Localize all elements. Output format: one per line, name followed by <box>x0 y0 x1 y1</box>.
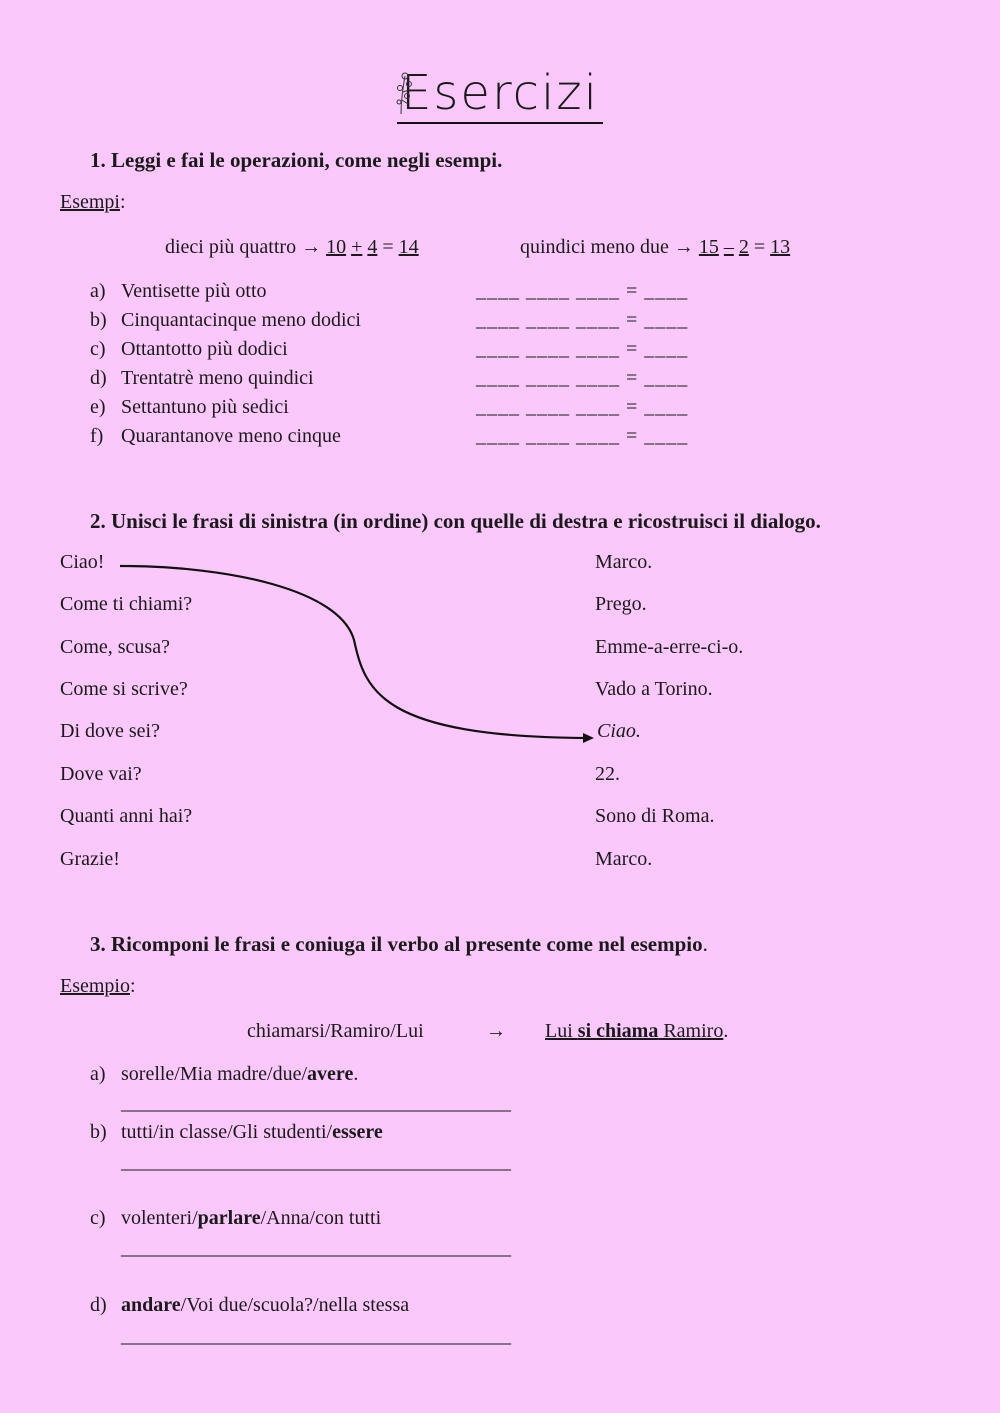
example-1-a: 10 <box>326 236 347 258</box>
answer-blank[interactable]: ____ ____ ____ = ____ <box>476 338 689 360</box>
left-phrase[interactable]: Come ti chiami? <box>60 593 193 615</box>
example-1-eq: = <box>382 236 394 258</box>
example-1-result: 14 <box>398 236 419 258</box>
arrow-right-icon: → <box>673 236 694 258</box>
item-prompt <box>121 1207 381 1230</box>
item-pre: tutti/in classe/Gli studenti/ <box>121 1121 333 1143</box>
item-text: Settantuno più sedici <box>121 396 289 418</box>
example-1-text: dieci più quattro <box>165 236 297 258</box>
arrow-head-icon <box>583 733 594 743</box>
item-text: Quarantanove meno cinque <box>121 425 341 447</box>
item-prompt <box>121 1121 383 1144</box>
arrow-right-icon: → <box>486 1020 506 1042</box>
item-verb: parlare <box>197 1207 261 1229</box>
example-1-b: 4 <box>367 236 378 258</box>
section3-heading-end: . <box>702 932 708 956</box>
item-verb: andare <box>121 1294 181 1316</box>
example-2-b: 2 <box>738 236 749 258</box>
item-verb: avere <box>307 1063 354 1085</box>
item-letter: d) <box>90 1294 107 1316</box>
section3-example-label <box>60 975 136 998</box>
section2-heading: 2. Unisci le frasi di sinistra (in ordine) con quelle di destra e ricostruisci il dialogo. <box>90 509 821 533</box>
answer-line[interactable]: _______________________________________ <box>121 1237 511 1259</box>
item-pre: volenteri/ <box>121 1207 198 1229</box>
example-2-result: 13 <box>770 236 791 258</box>
example-answer-end: . <box>723 1020 729 1042</box>
section3-heading <box>90 932 708 957</box>
item-letter: f) <box>90 425 104 447</box>
item-post: . <box>353 1063 359 1085</box>
item-letter: b) <box>90 1121 107 1143</box>
answer-line[interactable]: _______________________________________ <box>121 1092 511 1114</box>
item-text: Ventisette più otto <box>121 280 267 302</box>
left-phrase[interactable]: Di dove sei? <box>60 720 160 742</box>
left-phrase[interactable]: Come, scusa? <box>60 636 170 658</box>
answer-blank[interactable]: ____ ____ ____ = ____ <box>476 425 689 447</box>
example-answer-verb: si chiama <box>577 1020 659 1042</box>
answer-blank[interactable]: ____ ____ ____ = ____ <box>476 396 689 418</box>
example-2-text: quindici meno due <box>520 236 669 258</box>
connector-line <box>120 566 588 738</box>
section3-heading-text: 3. Ricomponi le frasi e coniuga il verbo al presente come nel esempio <box>90 932 703 956</box>
example-2-op: – <box>723 236 734 258</box>
example-answer <box>545 1020 728 1043</box>
item-pre: sorelle/Mia madre/due/ <box>121 1063 308 1085</box>
item-post: /Voi due/scuola?/nella stessa <box>180 1294 410 1316</box>
left-phrase[interactable]: Grazie! <box>60 848 120 870</box>
item-post: /Anna/con tutti <box>260 1207 382 1229</box>
item-text: Cinquantacinque meno dodici <box>121 309 361 331</box>
right-phrase[interactable]: Marco. <box>595 848 653 870</box>
item-letter: b) <box>90 309 107 331</box>
answer-line[interactable]: _______________________________________ <box>121 1151 511 1173</box>
right-phrase[interactable]: Vado a Torino. <box>595 678 713 700</box>
item-verb: essere <box>332 1121 383 1143</box>
item-letter: e) <box>90 396 106 418</box>
answer-line[interactable]: _______________________________________ <box>121 1325 511 1347</box>
example-2-eq: = <box>753 236 766 258</box>
item-text: Trentatrè meno quindici <box>121 367 314 389</box>
left-phrase[interactable]: Quanti anni hai? <box>60 805 193 827</box>
arrow-right-icon: → <box>301 236 322 258</box>
right-phrase[interactable]: Ciao. <box>597 720 641 742</box>
left-phrase[interactable]: Come si scrive? <box>60 678 188 700</box>
right-phrase[interactable]: Prego. <box>595 593 647 615</box>
item-prompt <box>121 1063 358 1086</box>
item-letter: a) <box>90 280 106 302</box>
answer-blank[interactable]: ____ ____ ____ = ____ <box>476 309 689 331</box>
right-phrase[interactable]: Sono di Roma. <box>595 805 715 827</box>
examples-colon: : <box>120 191 126 213</box>
example-answer-1: Lui <box>545 1020 578 1042</box>
page-title-text: Esercizi <box>401 65 599 121</box>
item-text: Ottantotto più dodici <box>121 338 288 360</box>
answer-blank[interactable]: ____ ____ ____ = ____ <box>476 367 689 389</box>
item-letter: c) <box>90 1207 106 1229</box>
example-1-op: + <box>351 236 363 258</box>
right-phrase[interactable]: 22. <box>595 763 620 785</box>
right-phrase[interactable]: Marco. <box>595 551 653 573</box>
example-colon: : <box>130 975 136 997</box>
item-letter: d) <box>90 367 107 389</box>
answer-blank[interactable]: ____ ____ ____ = ____ <box>476 280 689 302</box>
example-prompt: chiamarsi/Ramiro/Lui <box>247 1020 424 1042</box>
section1-heading: 1. Leggi e fai le operazioni, come negli esempi. <box>90 148 503 172</box>
item-letter: a) <box>90 1063 106 1085</box>
examples-label: Esempi <box>60 191 120 213</box>
item-prompt <box>121 1294 409 1317</box>
example-2-a: 15 <box>698 236 719 258</box>
left-phrase[interactable]: Ciao! <box>60 551 105 573</box>
left-phrase[interactable]: Dove vai? <box>60 763 142 785</box>
right-phrase[interactable]: Emme-a-erre-ci-o. <box>595 636 744 658</box>
example-label: Esempio <box>60 975 130 997</box>
example-answer-2: Ramiro <box>658 1020 724 1042</box>
item-letter: c) <box>90 338 106 360</box>
